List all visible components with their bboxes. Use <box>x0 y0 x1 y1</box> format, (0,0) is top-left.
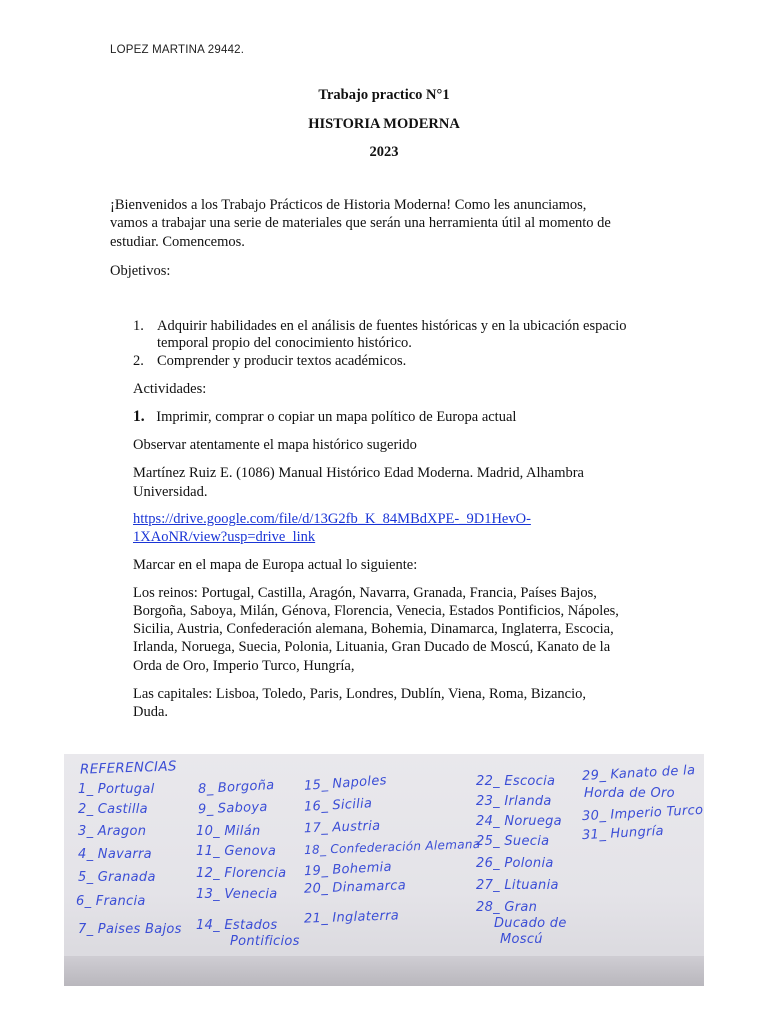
reference-item: 25_ Suecia <box>476 834 550 849</box>
reference-item: 20_ Dinamarca <box>303 878 407 897</box>
reference-item: 7_ Paises Bajos <box>78 922 182 937</box>
author-header: LOPEZ MARTINA 29442. <box>110 44 245 56</box>
reference-item: 15_ Napoles <box>303 773 388 794</box>
list-item <box>133 318 673 352</box>
doc-subject: HISTORIA MODERNA <box>308 116 460 132</box>
drive-link[interactable]: https://drive.google.com/file/d/13G2fb_K_84MBdXPE-_9D1HevO- <box>133 511 531 527</box>
reference-item: 11_ Genova <box>196 844 277 859</box>
actividad-text: Imprimir, comprar o copiar un mapa político de Europa actual <box>156 409 517 425</box>
reinos-line: Borgoña, Saboya, Milán, Génova, Florencia, Venecia, Estados Pontificios, Nápoles, <box>133 603 619 619</box>
capitales-line: Duda. <box>133 704 169 720</box>
reference-item: Moscú <box>500 932 543 947</box>
list-number: 2. <box>133 353 144 369</box>
reference-item: 14_ Estados <box>196 918 278 933</box>
photo-shadow-edge <box>64 956 704 986</box>
reference-item: 17_ Austria <box>303 818 381 837</box>
marcar-text: Marcar en el mapa de Europa actual lo siguiente: <box>133 557 418 573</box>
capitales-line: Las capitales: Lisboa, Toledo, Paris, Londres, Dublín, Viena, Roma, Bizancio, <box>133 686 587 702</box>
reference-item: 30_ Imperio Turco <box>581 802 704 825</box>
reinos-line: Orda de Oro, Imperio Turco, Hungría, <box>133 658 355 674</box>
reference-item: 28_ Gran <box>476 900 538 915</box>
doc-title: Trabajo practico N°1 <box>318 87 450 103</box>
reference-item: 3_ Aragon <box>78 824 147 839</box>
drive-link[interactable]: 1XAoNR/view?usp=drive_link <box>133 529 316 545</box>
reference-item: 1_ Portugal <box>78 782 155 797</box>
reference-item: 4_ Navarra <box>78 847 152 862</box>
reference-item: 29_ Kanato de la <box>581 763 696 784</box>
actividad-number: 1. <box>133 408 145 425</box>
reference-item: 8_ Borgoña <box>197 778 275 797</box>
reference-item: 23_ Irlanda <box>476 794 552 809</box>
reference-item: 16_ Sicilia <box>303 796 373 815</box>
handwritten-references-photo <box>64 754 704 986</box>
reference-item: 24_ Noruega <box>476 814 562 829</box>
intro-line: ¡Bienvenidos a los Trabajo Prácticos de Historia Moderna! Como les anunciamos, <box>110 197 587 213</box>
cita-line: Universidad. <box>133 484 208 500</box>
list-number: 1. <box>133 318 144 334</box>
reference-item: 9_ Saboya <box>197 799 268 818</box>
reference-item: 6_ Francia <box>76 894 146 909</box>
reference-item: 10_ Milán <box>196 824 261 839</box>
reinos-line: Irlanda, Noruega, Suecia, Polonia, Lituania, Gran Ducado de Moscú, Kanato de la <box>133 639 611 655</box>
intro-line: vamos a trabajar una serie de materiales que serán una herramienta útil al momento de <box>110 215 611 231</box>
reference-item: Pontificios <box>230 934 300 949</box>
reference-item: 22_ Escocia <box>476 774 556 789</box>
reference-item: 13_ Venecia <box>196 887 278 902</box>
list-text: Adquirir habilidades en el análisis de fuentes históricas y en la ubicación espacio <box>157 318 627 334</box>
reference-item: Horda de Oro <box>584 786 675 801</box>
reference-item: 21_ Inglaterra <box>303 908 400 927</box>
reference-item: 2_ Castilla <box>78 802 148 817</box>
reference-item: 19_ Bohemia <box>303 859 393 880</box>
reinos-line: Sicilia, Austria, Confederación alemana, Bohemia, Dinamarca, Inglaterra, Escocia, <box>133 621 614 637</box>
reference-item: 18_ Confederación Alemana <box>303 836 481 858</box>
reference-item: 5_ Granada <box>78 870 156 885</box>
reinos-line: Los reinos: Portugal, Castilla, Aragón, Navarra, Granada, Francia, Países Bajos, <box>133 585 597 601</box>
reference-item: Ducado de <box>494 916 567 931</box>
doc-year: 2023 <box>369 144 399 160</box>
list-text: temporal propio del conocimiento histórico. <box>157 335 412 351</box>
intro-line: estudiar. Comencemos. <box>110 234 245 250</box>
actividades-label: Actividades: <box>133 381 207 397</box>
references-heading: REFERENCIAS <box>79 758 177 778</box>
objetivos-label: Objetivos: <box>110 263 171 279</box>
reference-item: 31_ Hungría <box>581 823 665 844</box>
list-item <box>133 353 673 371</box>
reference-item: 26_ Polonia <box>476 856 554 871</box>
actividad-item <box>133 408 516 427</box>
list-text: Comprender y producir textos académicos. <box>157 353 407 369</box>
reference-item: 27_ Lituania <box>476 878 559 893</box>
cita-line: Martínez Ruiz E. (1086) Manual Histórico Edad Moderna. Madrid, Alhambra <box>133 465 584 481</box>
observar-text: Observar atentamente el mapa histórico sugerido <box>133 437 417 453</box>
reference-item: 12_ Florencia <box>196 866 287 881</box>
